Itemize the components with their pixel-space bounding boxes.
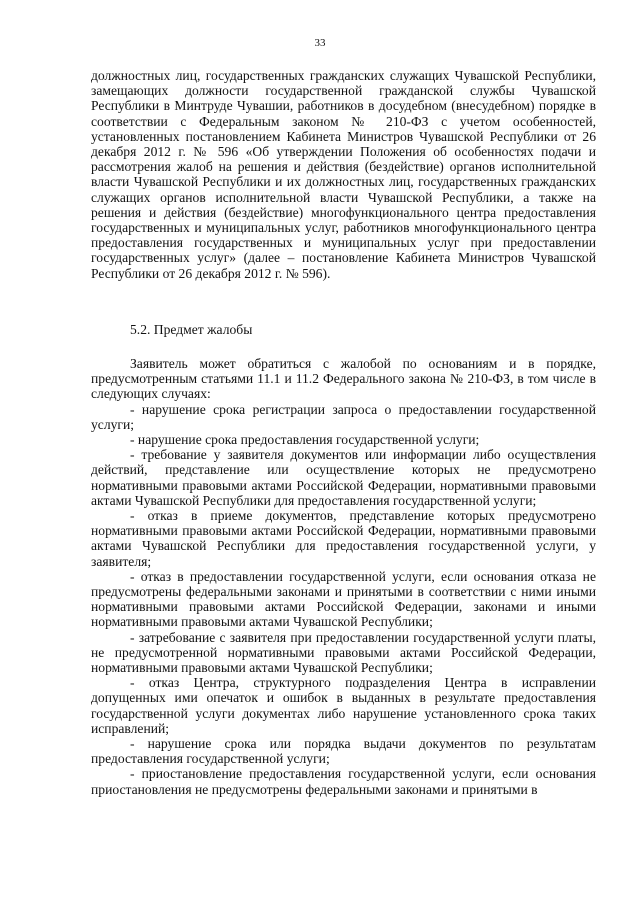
list-item: - отказ в приеме документов, представление которых предусмотрено нормативными правовыми актами Российской Федерации, нормативными правовыми актами Чувашской Республики для предоставления государственной услуги, у заявителя;: [91, 508, 596, 569]
list-item: - отказ в предоставлении государственной услуги, если основания отказа не предусмотрены федеральными законами и принятыми в соответствии с ними иными нормативными правовыми актами Российской Федерации, законами и иными нормативными правовыми актами Чувашской Республики;: [91, 568, 596, 630]
list-item: - нарушение срока регистрации запроса о предоставлении государственной услуги;: [91, 401, 596, 432]
intro-block: [91, 68, 596, 281]
intro-paragraph: должностных лиц, государственных гражданских служащих Чувашской Республики, замещающих должности государственной гражданской службы Чувашской Республики в Минтруде Чувашии, работников в досудебном (внесудебном) порядке в соответствии с Федеральным законом № 210-ФЗ с учетом особенностей, установленных постановлением Кабинета Министров Чувашской Республики от 26 декабря 2012 г. № 596 «Об утверждении Положения об особенностях подачи и рассмотрения жалоб на решения и действия (бездействие) органов исполнительной власти Чувашской Республики и их должностных лиц, государственных гражданских служащих органов исполнительной власти Чувашской Республики, а также на решения и действия (бездействие) многофункционального центра предоставления государственных и муниципальных услуг, работников многофункционального центра предоставления государственных и муниципальных услуг при предоставлении государственных услуг» (далее – постановление Кабинета Министров Чувашской Республики от 26 декабря 2012 г. № 596).: [91, 68, 596, 281]
list-item: - отказ Центра, структурного подразделения Центра в исправлении допущенных ими опечаток и ошибок в выданных в результате предоставления государственной услуги документах либо нарушение установленного срока таких исправлений;: [91, 675, 596, 736]
page-number: 33: [314, 37, 326, 49]
section-heading: 5.2. Предмет жалобы: [130, 322, 253, 337]
section-intro-paragraph: Заявитель может обратиться с жалобой по основаниям и в порядке, предусмотренным статьями 11.1 и 11.2 Федерального закона № 210-ФЗ, в том числе в следующих случаях:: [91, 356, 596, 402]
list-item: - требование у заявителя документов или информации либо осуществления действий, представление или осуществление которых не предусмотрено нормативными правовыми актами Российской Федерации, нормативными правовыми актами Чувашской Республики для предоставления государственной услуги;: [91, 447, 596, 508]
list-item: - нарушение срока предоставления государственной услуги;: [130, 432, 480, 448]
list-item: - затребование с заявителя при предоставлении государственной услуги платы, не предусмотренной нормативными правовыми актами Российской Федерации, нормативными правовыми актами Чувашской Республики;: [91, 629, 596, 676]
section-body: [91, 356, 596, 797]
list-item: - нарушение срока или порядка выдачи документов по результатам предоставления государственной услуги;: [91, 736, 596, 767]
list-item: - приостановление предоставления государственной услуги, если основания приостановления не предусмотрены федеральными законами и принятыми в: [91, 766, 596, 797]
